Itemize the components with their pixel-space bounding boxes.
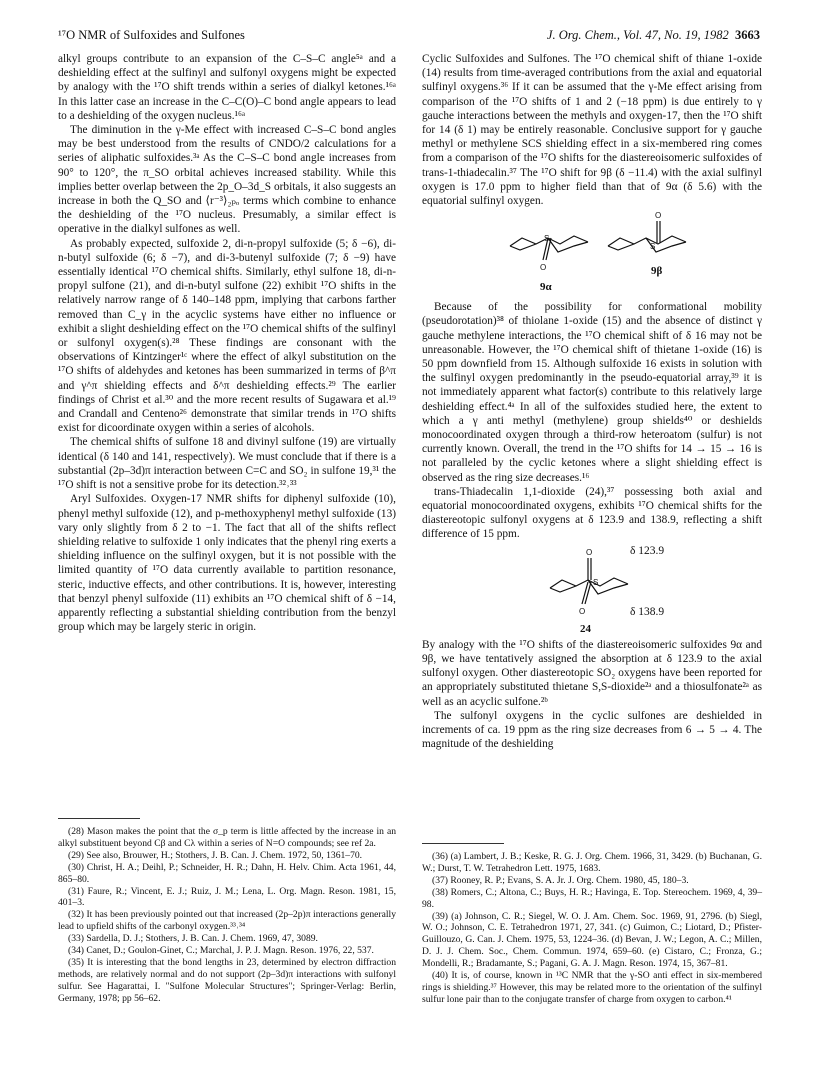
sulfur-atom-label: S (650, 242, 656, 252)
footnote: (38) Romers, C.; Altona, C.; Buys, H. R.; Havinga, E. Top. Stereochem. 1969, 4, 39–98. (422, 886, 762, 910)
running-title: ¹⁷O NMR of Sulfoxides and Sulfones (58, 28, 245, 42)
sulfur-atom-label: S (593, 577, 599, 587)
footnote: (36) (a) Lambert, J. B.; Keske, R. G. J. Org. Chem. 1966, 31, 3429. (b) Buchanan, G. W.; Durst, T. W. Tetrahedron Lett. 1975, 1683. (422, 851, 762, 874)
paragraph: Because of the possibility for conformational mobility (pseudorotation)³⁸ of thiolane 1-oxide (15) and the absence of distinct γ gauche methylene interactions, the ¹⁷O chemical shift of δ 16 may not be unreasonable. However, the ¹⁷O chemical shift of thietane 1-oxide (16) is 50 ppm downfield from 15. Although sulfoxide 16 exists in solution with the sulfinyl oxygen predominantly in the pseudo-equatorial array,³⁹ it is not immediately apparent what factor(s) contribute to this relatively large deshielding effect.⁴ᵃ In all of the sulfoxides studied here, the extent to which a γ anti methyl (methylene) group shields⁴⁰ or deshields monocoordinated oxygen through a third-row heteroatom (sulfur) is not currently known. Overall, the trend in the ¹⁷O shifts for 14 → 15 → 16 is not paralleled by the cyclic ketones where a slight shielding effect is observed as the ring size decreases.¹⁶ (422, 301, 762, 484)
footnotes-left (58, 826, 396, 1005)
paragraph: Aryl Sulfoxides. Oxygen-17 NMR shifts for diphenyl sulfoxide (10), phenyl methyl sulfoxide (12), and p-methoxyphenyl methyl sulfoxide (13) vary only slightly from δ 2 to −1. The fact that all of the shifts reflect shielding relative to sulfoxide 1 only indicates that the phenyl ring exerts a shielding influence on the sulfinyl oxygen, but it is not possible with the limited quantity of ¹⁷O data currently available to partition resonance, steric, inductive effects, and other contributions. It is, however, interesting that benzyl phenyl sulfoxide (11) exhibits an ¹⁷O chemical shift of δ −14, apparently reflecting a substantial shielding contribution from the benzyl group which may be largely steric in origin. (58, 493, 396, 634)
oxygen-atom-label: O (540, 263, 547, 273)
paragraph: Cyclic Sulfoxides and Sulfones. The ¹⁷O chemical shift of thiane 1-oxide (14) results from time-averaged contributions from the axial and equatorial sulfinyl oxygens.³⁶ If it can be assumed that the γ-Me effect arising from comparison of the ¹⁷O shifts of 1 and 2 (−18 ppm) is due entirely to γ gauche interactions between the methyls and oxygen-17, then the ¹⁷O shift for 14 (δ 1) may be entirely reasonable. Conclusive support for γ gauche methyl or methylene SCS shielding effect in a six-membered ring comes from a comparison of the ¹⁷O shifts for the diastereoisomeric sulfoxides of trans-1-thiadecalin.³⁷ The ¹⁷O shift for 9β (δ −11.4) with the axial sulfinyl oxygen is 17.0 ppm to higher field than that of 9α (δ 5.6) with the equatorial sulfinyl oxygen. (422, 53, 762, 208)
paragraph: The chemical shifts of sulfone 18 and divinyl sulfone (19) are virtually identical (δ 140 and 141, respectively). We must conclude that if there is a substantial (2p–3d)π interaction between C=C and SO₂ in sulfone 19,³¹ the ¹⁷O shift is not a sensitive probe for its detection.³²˒³³ (58, 436, 396, 492)
footnote-rule-left (58, 818, 140, 819)
compound-label-24: 24 (580, 622, 591, 635)
shift-label-bottom: δ 138.9 (630, 605, 665, 618)
left-column (58, 52, 396, 634)
journal-citation: J. Org. Chem., Vol. 47, No. 19, 1982 3663 (546, 28, 760, 42)
footnote: (31) Faure, R.; Vincent, E. J.; Ruiz, J. M.; Lena, L. Org. Magn. Reson. 1981, 15, 401–3. (58, 885, 396, 909)
figure-24-sulfone (422, 542, 762, 638)
paragraph: By analogy with the ¹⁷O shifts of the diastereoisomeric sulfoxides 9α and 9β, we have tentatively assigned the absorption at δ 123.9 to the axial sulfonyl oxygen. Other diastereotopic SO₂ oxygens have been reported for an appropriately substituted thietane S,S-dioxide²ᵃ and a thiosulfonate²ᵃ as well as an acyclic sulfone.²ᵇ (422, 638, 762, 708)
paragraph: The sulfonyl oxygens in the cyclic sulfones are deshielded in increments of ca. 19 ppm as the ring size decreases from 6 → 5 → 4. The magnitude of the deshielding (422, 709, 762, 751)
footnote: (32) It has been previously pointed out that increased (2p–2p)π interactions generally lead to upfield shifts of the carbonyl oxygen.³³˒³⁴ (58, 909, 396, 933)
page-number: 3663 (735, 28, 760, 42)
page-header (58, 28, 760, 44)
footnote: (40) It is, of course, known in ¹³C NMR that the γ-SO anti effect in six-membered rings is shielding.³⁷ However, this may be related more to the orientation of the sulfinyl sulfur lone pair than to the conjugate transfer of charge from oxygen to carbon.⁴¹ (422, 970, 762, 1005)
footnote: (35) It is interesting that the bond lengths in 23, determined by electron diffraction methods, are relatively normal and do not support (2p–3d)π interactions with sulfonyl sulfur. See Hagarattai, I. "Sulfone Molecular Structures"; Springer-Verlag: Berlin, Germany, 1978; pp 56–62. (58, 956, 396, 1004)
footnote: (34) Canet, D.; Goulon-Ginet, C.; Marchal, J. P. J. Magn. Reson. 1976, 22, 537. (68, 945, 374, 957)
footnote-rule-right (422, 843, 504, 844)
oxygen-atom-label: O (579, 606, 586, 616)
sulfur-atom-label: S (544, 234, 550, 244)
compound-label-9b: 9β (651, 265, 663, 278)
shift-label-top: δ 123.9 (630, 544, 665, 557)
paragraph: trans-Thiadecalin 1,1-dioxide (24),³⁷ possessing both axial and equatorial monocoordinated oxygens, exhibits ¹⁷O chemical shifts for the diastereotopic sulfonyl oxygens at δ 123.9 and 138.9, reflecting a shift difference of 15 ppm. (422, 485, 762, 541)
oxygen-atom-label: O (586, 547, 593, 557)
footnote: (37) Rooney, R. P.; Evans, S. A. Jr. J. Org. Chem. 1980, 45, 180–3. (432, 874, 689, 886)
right-column (422, 52, 762, 751)
paragraph: alkyl groups contribute to an expansion of the C–S–C angle⁵ᵃ and a deshielding effect at the sulfinyl and sulfonyl oxygens might be expected by analogy with the ¹⁷O shift trends within a series of dialkyl ketones.¹⁶ᵃ In this latter case an increase in the C–C(O)–C bond angle appears to lead to a deshielding of the oxygen nucleus.¹⁶ᵃ (58, 53, 396, 122)
footnote: (28) Mason makes the point that the σ_p term is little affected by the increase in an alkyl substituent beyond Cβ and Cλ within a series of N=O compounds; see ref 2a. (58, 826, 396, 849)
footnote: (30) Christ, H. A.; Deihl, P.; Schneider, H. R.; Dahn, H. Helv. Chim. Acta 1961, 44, 865–80. (58, 861, 396, 885)
footnotes-right (422, 851, 762, 1006)
compound-label-9a: 9α (540, 281, 552, 294)
thiadecalin-oxide-structures (422, 208, 762, 300)
paragraph: The diminution in the γ-Me effect with increased C–S–C bond angles may be best understood from the results of CNDO/2 calculations for a series of aliphatic sulfoxides.³ᵃ As the C–S–C bond angle increases from 90° to 120°, the π_SO orbital achieves increased stability. While this implies better overlap between the 2p_O–3d_S orbitals, it also suggests an increase in both the Q_SO and ⟨r⁻³⟩₂ₚₒ terms which combine to enhance the deshielding of the ¹⁷O nucleus. Presumably, a similar effect is operative in the dialkyl sulfones as well. (58, 124, 396, 236)
figure-9-sulfoxides (422, 208, 762, 300)
footnote: (33) Sardella, D. J.; Stothers, J. B. Can. J. Chem. 1969, 47, 3089. (68, 933, 318, 945)
footnote: (29) See also, Brouwer, H.; Stothers, J. B. Can. J. Chem. 1972, 50, 1361–70. (68, 849, 363, 861)
paragraph: As probably expected, sulfoxide 2, di-n-propyl sulfoxide (5; δ −6), di-n-butyl sulfoxide (6; δ −7), and di-3-butenyl sulfoxide (7; δ −9) have essentially identical ¹⁷O chemical shifts. Similarly, ethyl sulfone 18, di-n-propyl sulfone (21), and di-n-butyl sulfone (22) exhibit ¹⁷O shifts in the relatively narrow range of δ 140–148 ppm, implying that carbons farther removed than C_γ in the acyclic systems have either no influence or exhibit a slight deshielding effect on the ¹⁷O chemical shifts of the sulfinyl or sulfonyl oxygen(s).²⁸ These findings are consonant with the observations of Kintzinger¹ᶜ where the effect of alkyl substitution on the ¹⁷O shifts of aldehydes and ketones has been summarized in terms of β^π and γ^π shielding effects and δ^π deshielding effects.²⁹ The earlier findings of Christ et al.³⁰ and the more recent results of Sugawara et al.¹⁹ and Crandall and Centeno²⁶ demonstrate that similar trends in ¹⁷O shifts exist for dicoordinate oxygen within a series of alcohols. (58, 237, 396, 435)
footnote: (39) (a) Johnson, C. R.; Siegel, W. O. J. Am. Chem. Soc. 1969, 91, 2796. (b) Siegl, W. O.; Johnson, C. E. Tetrahedron 1971, 27, 341. (c) Guimon, C.; Liotard, D.; Pfister-Guillouzo, G. Can. J. Chem. 1975, 53, 1224–36. (d) Bevan, J. W.; Legon, A. C.; Millen, D. J. J. Chem. Soc., Chem. Commun. 1974, 659–60. (e) Cistaro, C.; Fronza, G.; Mondelli, R.; Bradamante, S.; Pagani, G. A. J. Magn. Reson. 1974, 15, 367–81. (422, 910, 762, 970)
oxygen-atom-label: O (655, 211, 662, 221)
